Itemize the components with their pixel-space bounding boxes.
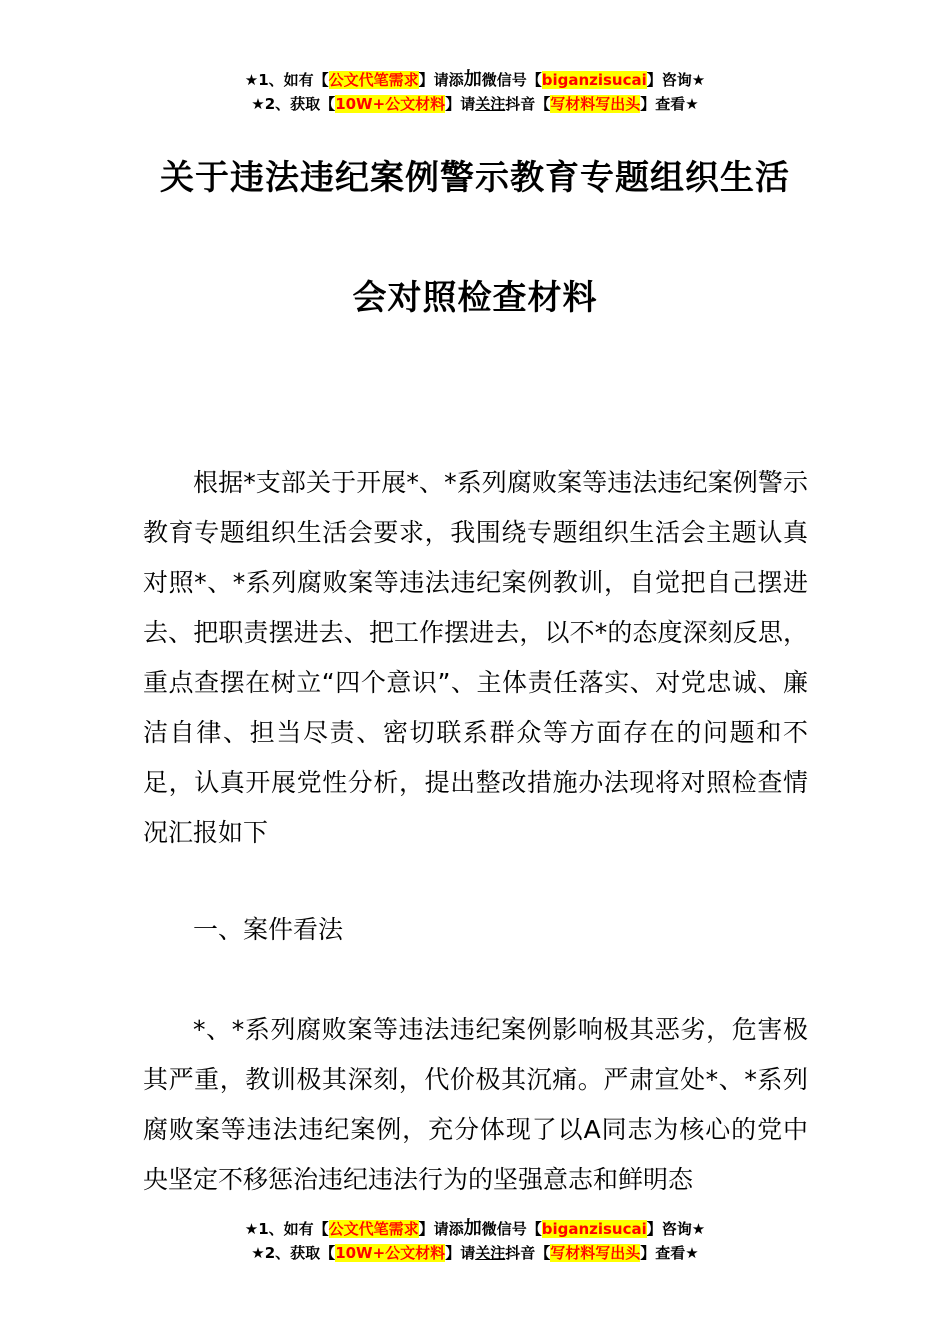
highlight-materials: 10W+公文材料: [335, 1244, 446, 1262]
banner-text: 微信号【: [481, 71, 542, 89]
banner-text: 抖音【: [505, 1244, 551, 1262]
banner-text: 】咨询★: [646, 71, 706, 89]
highlight-wechat-id: biganzisucai: [541, 71, 647, 89]
banner-text: 】请: [445, 1244, 476, 1262]
section-heading-1: 一、案件看法: [193, 915, 344, 944]
banner-text: 】请添: [418, 1220, 464, 1238]
banner-text: 微信号【: [481, 1220, 542, 1238]
banner-text: 】查看★: [640, 95, 699, 113]
banner-emphasis: 加: [463, 69, 482, 90]
bottom-ad-banner: [0, 1217, 950, 1265]
banner-text: ★1、如有【: [244, 1220, 329, 1238]
banner-emphasis: 加: [463, 1218, 482, 1239]
banner-line-2: [0, 1241, 950, 1265]
highlight-douyin-id: 写材料写出头: [550, 1244, 641, 1262]
highlight-service: 公文代笔需求: [328, 1220, 419, 1238]
body-paragraph-1: 根据*支部关于开展*、*系列腐败案等违法违纪案例警示教育专题组织生活会要求，我围绕专题组织生活会主题认真对照*、*系列腐败案等违法违纪案例教训，自觉把自己摆进去、把职责摆进去、把工作摆进去，以不*的态度深刻反思，重点查摆在树立“四个意识”、主体责任落实、对党忠诚、廉洁自律、担当尽责、密切联系群众等方面存在的问题和不足，认真开展党性分析，提出整改措施办法现将对照检查情况汇报如下: [143, 468, 808, 847]
banner-line-2: [0, 92, 950, 116]
top-ad-banner: [0, 68, 950, 116]
banner-text: 】查看★: [640, 1244, 699, 1262]
highlight-wechat-id: biganzisucai: [541, 1220, 647, 1238]
banner-text: 】请添: [418, 71, 464, 89]
banner-text: ★2、获取【: [251, 1244, 336, 1262]
banner-text: 抖音【: [505, 95, 551, 113]
highlight-materials: 10W+公文材料: [335, 95, 446, 113]
banner-line-1: [0, 1217, 950, 1241]
highlight-service: 公文代笔需求: [328, 71, 419, 89]
body-paragraph-2: *、*系列腐败案等违法违纪案例影响极其恶劣，危害极其严重，教训极其深刻，代价极其沉痛。严肃宣处*、*系列腐败案等违法违纪案例，充分体现了以A同志为核心的党中央坚定不移惩治违纪违法行为的坚强意志和鲜明态: [143, 1015, 808, 1194]
document-title-line-1: 关于违法违纪案例警示教育专题组织生活: [160, 158, 790, 198]
banner-emphasis: 关注: [475, 1244, 506, 1262]
banner-text: ★1、如有【: [244, 71, 329, 89]
banner-text: ★2、获取【: [251, 95, 336, 113]
banner-text: 】咨询★: [646, 1220, 706, 1238]
document-title-line-2: 会对照检查材料: [352, 278, 598, 318]
banner-text: 】请: [445, 95, 476, 113]
banner-line-1: [0, 68, 950, 92]
highlight-douyin-id: 写材料写出头: [550, 95, 641, 113]
banner-emphasis: 关注: [475, 95, 506, 113]
